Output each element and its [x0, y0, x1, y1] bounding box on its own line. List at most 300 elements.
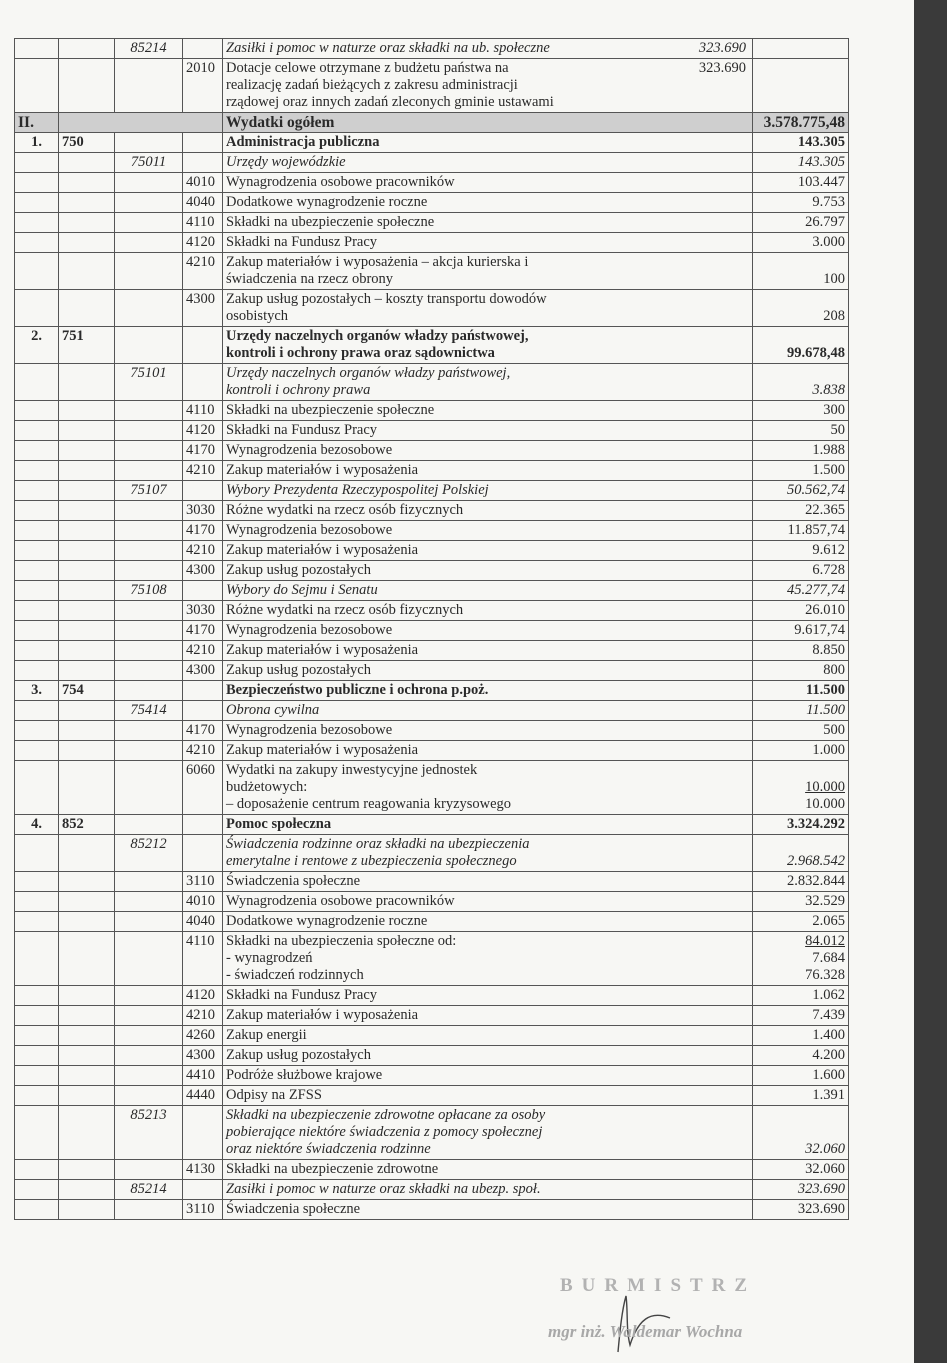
item-row — [15, 1046, 849, 1066]
subsection-row — [15, 481, 849, 501]
lp-cell — [15, 1006, 59, 1026]
amount-cell — [753, 601, 849, 621]
item-row — [15, 1086, 849, 1106]
description-text: Zakup materiałów i wyposażenia — [226, 1007, 419, 1023]
dzial-cell — [59, 1046, 115, 1066]
amount-text: 323.690 — [797, 1181, 845, 1197]
lp-cell — [15, 872, 59, 892]
item-row — [15, 290, 849, 327]
paragraf-cell: 4120 — [183, 233, 223, 253]
amount-cell — [753, 521, 849, 541]
lp-cell — [15, 173, 59, 193]
amount-text: 26.797 — [805, 214, 845, 230]
paragraf-cell: 3110 — [183, 1200, 223, 1220]
dzial-cell — [59, 233, 115, 253]
lp-cell — [15, 1086, 59, 1106]
amount-cell — [753, 501, 849, 521]
dzial-cell — [59, 421, 115, 441]
rozdzial-cell: 85214 — [115, 1180, 183, 1200]
description-cell — [223, 1046, 753, 1066]
description-cell — [223, 481, 753, 501]
amount-cell — [753, 681, 849, 701]
rozdzial-cell — [115, 601, 183, 621]
paragraf-cell: 4110 — [183, 213, 223, 233]
paragraf-cell: 4110 — [183, 401, 223, 421]
amount-text: 500 — [823, 722, 845, 738]
amount-text: 11.500 — [805, 682, 845, 698]
dzial-cell — [59, 441, 115, 461]
amount-cell — [753, 835, 849, 872]
paragraf-cell: 4300 — [183, 661, 223, 681]
amount-cell — [753, 327, 849, 364]
item-row — [15, 872, 849, 892]
paragraf-cell: 4210 — [183, 541, 223, 561]
rozdzial-cell — [115, 59, 183, 113]
dzial-cell — [59, 253, 115, 290]
item-row — [15, 521, 849, 541]
description-line: pobierające niektóre świadczenia z pomocy społecznej — [226, 1124, 543, 1140]
amount-line: 76.328 — [805, 967, 845, 983]
amount-cell — [753, 401, 849, 421]
paragraf-cell — [183, 1106, 223, 1160]
item-row — [15, 461, 849, 481]
lp-cell — [15, 193, 59, 213]
dzial-cell — [59, 153, 115, 173]
paragraf-cell — [183, 581, 223, 601]
paragraf-cell: 4040 — [183, 193, 223, 213]
amount-cell — [753, 364, 849, 401]
paragraf-cell: 4170 — [183, 521, 223, 541]
lp-cell — [15, 986, 59, 1006]
item-row — [15, 641, 849, 661]
dzial-cell — [59, 193, 115, 213]
description-cell — [223, 364, 753, 401]
description-text: Składki na ubezpieczenie społeczne — [226, 402, 435, 418]
amount-cell — [753, 1180, 849, 1200]
rozdzial-cell — [115, 815, 183, 835]
description-cell — [223, 1086, 753, 1106]
rozdzial-cell — [115, 681, 183, 701]
lp-cell — [15, 581, 59, 601]
description-text: Składki na Fundusz Pracy — [226, 422, 378, 438]
description-cell — [223, 173, 753, 193]
paragraf-cell: 4170 — [183, 721, 223, 741]
item-row — [15, 1200, 849, 1220]
description-text: Administracja publiczna — [226, 134, 380, 150]
description-cell — [223, 601, 753, 621]
amount-line: 10.000 — [805, 779, 845, 795]
dzial-cell — [59, 1106, 115, 1160]
lp-cell — [15, 741, 59, 761]
amount-text: 9.617,74 — [794, 622, 845, 638]
item-row — [15, 1066, 849, 1086]
amount-cell — [753, 641, 849, 661]
paragraf-cell: 4010 — [183, 173, 223, 193]
paragraf-cell — [183, 835, 223, 872]
rozdzial-cell — [115, 1006, 183, 1026]
lp-cell — [15, 521, 59, 541]
dzial-cell — [59, 290, 115, 327]
paragraf-cell: 4040 — [183, 912, 223, 932]
rozdzial-cell — [115, 401, 183, 421]
lp-cell — [15, 641, 59, 661]
amount-cell — [753, 892, 849, 912]
lp-cell — [15, 401, 59, 421]
subsection-row — [15, 1180, 849, 1200]
lp-cell — [15, 1160, 59, 1180]
item-row — [15, 213, 849, 233]
amount-line: 7.684 — [812, 950, 845, 966]
description-text: Wynagrodzenia bezosobowe — [226, 722, 393, 738]
description-cell — [223, 912, 753, 932]
lp-cell: 1. — [15, 133, 59, 153]
item-row — [15, 761, 849, 815]
dzial-cell — [59, 364, 115, 401]
lp-cell — [15, 912, 59, 932]
item-row — [15, 912, 849, 932]
lp-cell — [15, 1066, 59, 1086]
description-text: Różne wydatki na rzecz osób fizycznych — [226, 602, 464, 618]
lp-cell: 4. — [15, 815, 59, 835]
item-row — [15, 193, 849, 213]
description-cell — [223, 1066, 753, 1086]
paragraf-cell — [183, 153, 223, 173]
source-amount: 323.690 — [698, 60, 746, 76]
description-cell — [223, 59, 753, 113]
item-row — [15, 932, 849, 986]
lp-cell — [15, 761, 59, 815]
lp-cell — [15, 213, 59, 233]
amount-text: 1.600 — [812, 1067, 845, 1083]
item-row — [15, 721, 849, 741]
paragraf-cell: 2010 — [183, 59, 223, 113]
amount-cell — [753, 1066, 849, 1086]
rozdzial-cell: 75108 — [115, 581, 183, 601]
amount-cell — [753, 815, 849, 835]
amount-text: 8.850 — [812, 642, 845, 658]
description-text: Wynagrodzenia bezosobowe — [226, 622, 393, 638]
description-line: Wydatki na zakupy inwestycyjne jednostek — [226, 762, 478, 778]
section-row — [15, 133, 849, 153]
paragraf-cell — [183, 481, 223, 501]
paragraf-cell: 4300 — [183, 1046, 223, 1066]
description-line: kontroli i ochrony prawa oraz sądownictwa — [226, 345, 495, 361]
total-label: Wydatki ogółem — [223, 113, 753, 133]
description-cell — [223, 835, 753, 872]
description-cell — [223, 327, 753, 364]
description-text: Zakup usług pozostałych — [226, 662, 371, 678]
lp-cell — [15, 701, 59, 721]
amount-text: 11.500 — [806, 702, 845, 718]
description-text: Świadczenia społeczne — [226, 1201, 361, 1217]
amount-cell — [753, 932, 849, 986]
lp-cell — [15, 1046, 59, 1066]
amount-text: 3.838 — [812, 382, 845, 398]
description-cell — [223, 401, 753, 421]
description-cell — [223, 290, 753, 327]
paragraf-cell — [183, 39, 223, 59]
amount-text: 4.200 — [812, 1047, 845, 1063]
rozdzial-cell — [115, 661, 183, 681]
dzial-cell — [59, 1160, 115, 1180]
subsection-row — [15, 581, 849, 601]
rozdzial-cell — [115, 721, 183, 741]
description-line: emerytalne i rentowe z ubezpieczenia społecznego — [226, 853, 517, 869]
rozdzial-cell — [115, 133, 183, 153]
description-cell — [223, 153, 753, 173]
description-text: Składki na ubezpieczenie społeczne — [226, 214, 435, 230]
description-text: Dodatkowe wynagrodzenie roczne — [226, 913, 428, 929]
description-cell — [223, 501, 753, 521]
dzial-cell — [59, 986, 115, 1006]
item-row — [15, 986, 849, 1006]
amount-text: 103.447 — [797, 174, 845, 190]
subsection-row — [15, 364, 849, 401]
dzial-cell — [59, 521, 115, 541]
description-text: Zakup usług pozostałych — [226, 562, 371, 578]
amount-cell — [753, 1106, 849, 1160]
description-text: Zakup usług pozostałych — [226, 1047, 371, 1063]
rozdzial-cell — [115, 233, 183, 253]
dzial-cell: 750 — [59, 133, 115, 153]
amount-cell — [753, 912, 849, 932]
subsection-row — [15, 1106, 849, 1160]
description-text: Wybory do Sejmu i Senatu — [226, 582, 378, 598]
dzial-cell — [59, 1200, 115, 1220]
description-text: Zakup materiałów i wyposażenia — [226, 542, 419, 558]
item-row — [15, 1026, 849, 1046]
rozdzial-cell — [115, 1160, 183, 1180]
amount-cell — [753, 701, 849, 721]
lp-cell — [15, 501, 59, 521]
description-cell — [223, 986, 753, 1006]
description-cell — [223, 872, 753, 892]
description-line: kontroli i ochrony prawa — [226, 382, 371, 398]
lp-cell — [15, 421, 59, 441]
dzial-cell — [59, 1086, 115, 1106]
stamp-title: BURMISTRZ — [560, 1275, 757, 1296]
description-cell — [223, 133, 753, 153]
amount-cell — [753, 173, 849, 193]
source-amount: 323.690 — [698, 40, 746, 56]
subsection-row — [15, 835, 849, 872]
lp-cell — [15, 461, 59, 481]
rozdzial-cell: 85214 — [115, 39, 183, 59]
lp-cell — [15, 892, 59, 912]
amount-text: 45.277,74 — [787, 582, 845, 598]
amount-text: 208 — [823, 308, 845, 324]
item-row — [15, 253, 849, 290]
amount-text: 26.010 — [805, 602, 845, 618]
description-text: Składki na Fundusz Pracy — [226, 234, 378, 250]
rozdzial-cell — [115, 501, 183, 521]
amount-cell — [753, 561, 849, 581]
rozdzial-cell: 85213 — [115, 1106, 183, 1160]
amount-cell — [753, 581, 849, 601]
paragraf-cell — [183, 364, 223, 401]
amount-cell — [753, 621, 849, 641]
description-cell — [223, 721, 753, 741]
dzial-cell — [59, 1026, 115, 1046]
budget-table — [14, 38, 849, 1220]
paragraf-cell — [183, 815, 223, 835]
rozdzial-cell — [115, 561, 183, 581]
scan-edge — [914, 0, 947, 1363]
dzial-cell — [59, 912, 115, 932]
description-cell — [223, 1160, 753, 1180]
amount-cell — [753, 253, 849, 290]
paragraf-cell: 4010 — [183, 892, 223, 912]
description-line: realizację zadań bieżących z zakresu administracji — [226, 77, 518, 93]
section-row — [15, 681, 849, 701]
paragraf-cell: 4260 — [183, 1026, 223, 1046]
description-cell — [223, 1180, 753, 1200]
dzial-cell — [59, 641, 115, 661]
lp-cell — [15, 481, 59, 501]
paragraf-cell: 4210 — [183, 641, 223, 661]
description-line: budżetowych: — [226, 779, 308, 795]
subsection-row — [15, 701, 849, 721]
description-line: - świadczeń rodzinnych — [226, 967, 364, 983]
lp-cell: 3. — [15, 681, 59, 701]
lp-cell — [15, 541, 59, 561]
amount-text: 1.400 — [812, 1027, 845, 1043]
paragraf-cell: 4410 — [183, 1066, 223, 1086]
description-cell — [223, 441, 753, 461]
amount-text: 300 — [823, 402, 845, 418]
description-cell — [223, 461, 753, 481]
description-text: Zakup materiałów i wyposażenia — [226, 462, 419, 478]
rozdzial-cell: 75107 — [115, 481, 183, 501]
amount-cell — [753, 481, 849, 501]
description-line: Zakup usług pozostałych – koszty transportu dowodów — [226, 291, 547, 307]
rozdzial-cell — [115, 932, 183, 986]
amount-text: 7.439 — [812, 1007, 845, 1023]
amount-text: 50.562,74 — [787, 482, 845, 498]
amount-text: 143.305 — [797, 134, 845, 150]
total-amount: 3.578.775,48 — [753, 113, 849, 133]
amount-cell — [753, 153, 849, 173]
lp-cell — [15, 721, 59, 741]
description-text: Zakup energii — [226, 1027, 307, 1043]
item-row — [15, 233, 849, 253]
dzial-cell — [59, 59, 115, 113]
description-text: Wybory Prezydenta Rzeczypospolitej Polskiej — [226, 482, 489, 498]
paragraf-cell: 3030 — [183, 501, 223, 521]
dzial-cell — [59, 1180, 115, 1200]
description-text: Dodatkowe wynagrodzenie roczne — [226, 194, 428, 210]
rozdzial-cell — [115, 892, 183, 912]
description-cell — [223, 815, 753, 835]
description-text: Urzędy wojewódzkie — [226, 154, 346, 170]
subsection-row — [15, 39, 849, 59]
lp-cell: 2. — [15, 327, 59, 364]
rozdzial-cell — [115, 741, 183, 761]
amount-text: 1.988 — [812, 442, 845, 458]
dzial-cell — [59, 872, 115, 892]
rozdzial-cell — [115, 1066, 183, 1086]
lp-cell — [15, 1180, 59, 1200]
description-text: Pomoc społeczna — [226, 816, 332, 832]
paragraf-cell: 6060 — [183, 761, 223, 815]
rozdzial-cell — [115, 461, 183, 481]
amount-text: 2.065 — [812, 913, 845, 929]
paragraf-cell — [183, 1180, 223, 1200]
description-cell — [223, 521, 753, 541]
subsection-row — [15, 153, 849, 173]
description-text: Różne wydatki na rzecz osób fizycznych — [226, 502, 464, 518]
description-text: Bezpieczeństwo publiczne i ochrona p.poż. — [226, 682, 489, 698]
description-line: Składki na ubezpieczenia społeczne od: — [226, 933, 457, 949]
amount-cell — [753, 213, 849, 233]
roman-number: II. — [15, 113, 59, 133]
amount-cell — [753, 872, 849, 892]
description-text: Wynagrodzenia osobowe pracowników — [226, 174, 455, 190]
amount-text: 99.678,48 — [787, 345, 845, 361]
amount-text: 1.500 — [812, 462, 845, 478]
item-row — [15, 541, 849, 561]
amount-cell — [753, 1160, 849, 1180]
paragraf-cell: 4210 — [183, 253, 223, 290]
paragraf-cell — [183, 701, 223, 721]
description-line: osobistych — [226, 308, 289, 324]
dzial-cell — [59, 401, 115, 421]
amount-cell — [753, 441, 849, 461]
dzial-cell — [59, 835, 115, 872]
paragraf-cell: 4300 — [183, 561, 223, 581]
description-cell — [223, 233, 753, 253]
amount-text: 2.968.542 — [787, 853, 845, 869]
description-cell — [223, 581, 753, 601]
lp-cell — [15, 153, 59, 173]
item-row — [15, 501, 849, 521]
rozdzial-cell — [115, 521, 183, 541]
amount-cell — [753, 193, 849, 213]
description-text: Składki na ubezpieczenie zdrowotne — [226, 1161, 439, 1177]
description-text: Wynagrodzenia bezosobowe — [226, 522, 393, 538]
item-row — [15, 601, 849, 621]
lp-cell — [15, 661, 59, 681]
dzial-cell — [59, 892, 115, 912]
description-text: Wynagrodzenia osobowe pracowników — [226, 893, 455, 909]
dzial-cell: 754 — [59, 681, 115, 701]
description-text: Zakup materiałów i wyposażenia — [226, 642, 419, 658]
amount-cell — [753, 59, 849, 113]
item-row — [15, 741, 849, 761]
item-row — [15, 441, 849, 461]
rozdzial-cell: 75101 — [115, 364, 183, 401]
description-line: Zakup materiałów i wyposażenia – akcja kurierska i — [226, 254, 529, 270]
lp-cell — [15, 441, 59, 461]
description-line: Urzędy naczelnych organów władzy państwowej, — [226, 328, 529, 344]
amount-text: 32.529 — [805, 893, 845, 909]
dzial-cell — [59, 1006, 115, 1026]
description-line: świadczenia na rzecz obrony — [226, 271, 394, 287]
amount-cell — [753, 461, 849, 481]
amount-cell — [753, 1200, 849, 1220]
dzial-cell — [59, 461, 115, 481]
description-cell — [223, 421, 753, 441]
rozdzial-cell — [115, 1200, 183, 1220]
paragraf-cell: 4300 — [183, 290, 223, 327]
amount-cell — [753, 986, 849, 1006]
paragraf-cell: 4130 — [183, 1160, 223, 1180]
item-row — [15, 661, 849, 681]
description-cell — [223, 1106, 753, 1160]
item-row — [15, 1006, 849, 1026]
lp-cell — [15, 1106, 59, 1160]
description-cell — [223, 193, 753, 213]
